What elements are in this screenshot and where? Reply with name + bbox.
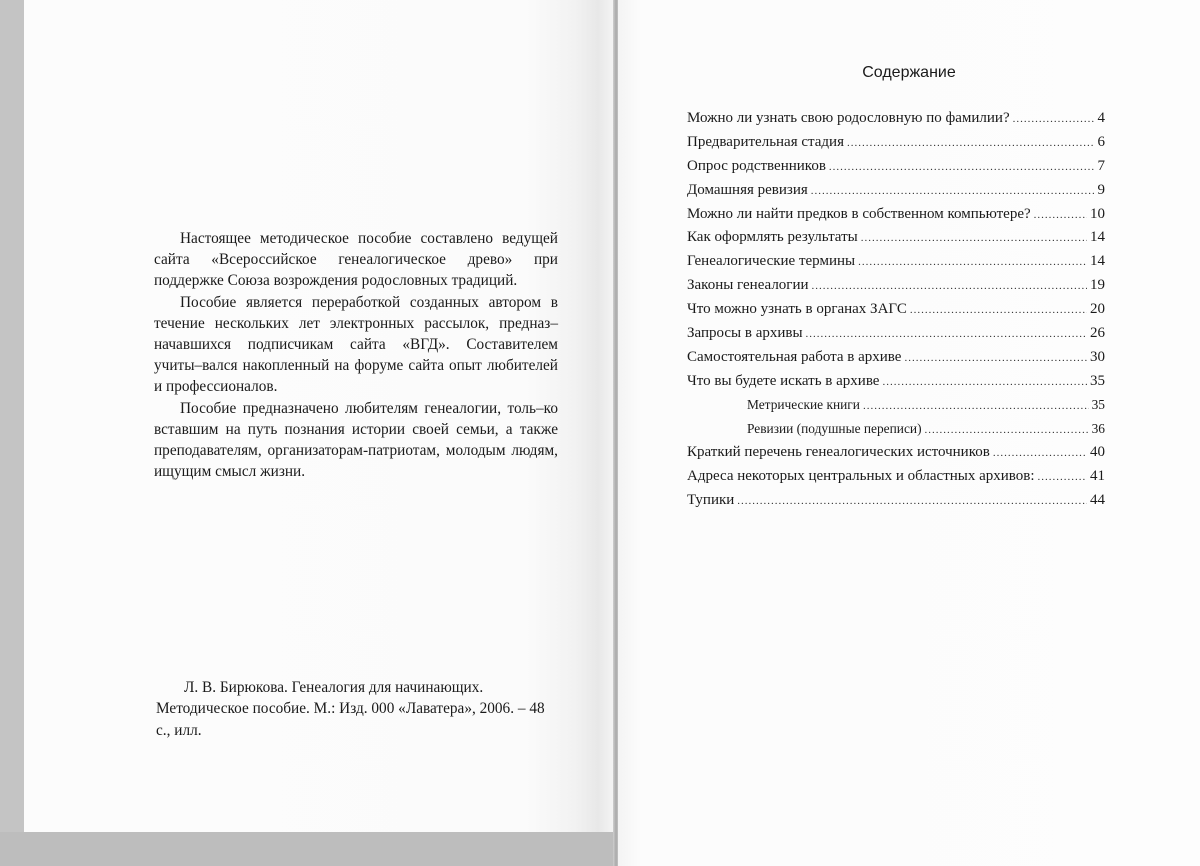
toc-entry-page: 9	[1097, 181, 1105, 198]
scan-background-bottom	[0, 832, 616, 866]
toc-leader-dots	[858, 256, 1087, 268]
toc-entry	[687, 134, 1105, 158]
toc-entry-page: 35	[1091, 396, 1105, 412]
toc-leader-dots	[847, 137, 1095, 149]
toc-leader-dots	[812, 280, 1087, 292]
toc-entry-title: Ревизии (подушные переписи)	[747, 420, 922, 436]
toc-entry-title: Можно ли узнать свою родословную по фамилии?	[687, 110, 1010, 126]
toc-entry-page: 6	[1097, 133, 1105, 150]
toc-entry-page: 35	[1090, 372, 1105, 389]
toc-entry-title: Что вы будете искать в архиве	[687, 372, 880, 389]
toc-leader-dots	[1013, 113, 1095, 125]
toc-entry-page: 40	[1090, 444, 1105, 461]
table-of-contents	[687, 110, 1105, 516]
scan-background-left	[0, 0, 24, 832]
intro-paragraph-1: Настоящее методическое пособие составлено ведущей сайта «Всероссийское генеалогическое древо» при поддержке Союза возрождения родословных традиций.	[154, 230, 558, 290]
toc-entry-page: 30	[1090, 348, 1105, 365]
toc-entry-title: Что можно узнать в органах ЗАГС	[687, 301, 907, 318]
toc-entry	[687, 182, 1105, 206]
toc-entry-title: Запросы в архивы	[687, 325, 803, 342]
toc-entry	[687, 253, 1105, 277]
toc-entry-title: Метрические книги	[747, 396, 860, 412]
toc-leader-dots	[829, 161, 1095, 173]
toc-entry-title: Как оформлять результаты	[687, 229, 858, 246]
toc-leader-dots	[910, 304, 1087, 316]
toc-leader-dots	[1038, 471, 1087, 483]
toc-entry	[687, 301, 1105, 325]
left-page	[24, 0, 616, 832]
toc-entry	[687, 325, 1105, 349]
toc-entry	[687, 277, 1105, 301]
toc-leader-dots	[861, 232, 1087, 244]
toc-entry-page: 44	[1090, 492, 1105, 509]
toc-entry-page: 14	[1090, 229, 1105, 246]
toc-entry-title: Можно ли найти предков в собственном компьютере?	[687, 205, 1031, 222]
toc-entry	[687, 206, 1105, 230]
toc-entry	[687, 158, 1105, 182]
toc-entry-title: Краткий перечень генеалогических источников	[687, 444, 990, 461]
toc-entry-title: Тупики	[687, 492, 735, 509]
toc-leader-dots	[806, 328, 1087, 340]
toc-entry	[687, 349, 1105, 373]
toc-entry-page: 19	[1090, 277, 1105, 294]
toc-leader-dots	[993, 447, 1087, 459]
toc-entry	[687, 492, 1105, 516]
toc-subentry	[687, 421, 1105, 445]
toc-leader-dots	[863, 400, 1089, 412]
toc-entry-page: 4	[1097, 110, 1105, 126]
toc-entry	[687, 468, 1105, 492]
toc-leader-dots	[737, 495, 1087, 507]
intro-paragraph-2: Пособие является переработкой созданных автором в течение нескольких лет электронных рассылок, предназ–начавшихся подписчикам сайта «ВГД». Составителем учиты–вался накопленный на форуме сайта опыт любителей и профессионалов.	[154, 293, 558, 396]
intro-paragraph-3: Пособие предназначено любителям генеалогии, толь–ко вставшим на путь познания истории своей семьи, а также преподавателям, организаторам-патриотам, молодым людям, ищущим смысл жизни.	[154, 399, 558, 481]
toc-entry-title: Предварительная стадия	[687, 133, 844, 150]
toc-entry-title: Законы генеалогии	[687, 277, 809, 294]
toc-entry-title: Опрос родственников	[687, 157, 826, 174]
bibliographic-citation	[156, 677, 556, 741]
toc-entry-title: Домашняя ревизия	[687, 181, 808, 198]
toc-title: Содержание	[862, 64, 956, 81]
toc-entry-page: 14	[1090, 253, 1105, 270]
toc-entry-page: 20	[1090, 301, 1105, 318]
toc-leader-dots	[904, 352, 1087, 364]
toc-entry-title: Адреса некоторых центральных и областных архивов:	[687, 468, 1035, 485]
toc-leader-dots	[882, 376, 1087, 388]
toc-entry	[687, 444, 1105, 468]
toc-leader-dots	[1034, 209, 1087, 221]
toc-leader-dots	[925, 424, 1089, 436]
toc-entry-page: 41	[1090, 468, 1105, 485]
toc-entry-page: 36	[1091, 420, 1105, 436]
toc-entry-title: Самостоятельная работа в архиве	[687, 348, 902, 365]
toc-entry-page: 10	[1090, 205, 1105, 222]
toc-subentry	[687, 397, 1105, 421]
toc-entry	[687, 373, 1105, 397]
toc-leader-dots	[811, 185, 1095, 197]
toc-entry-page: 7	[1097, 157, 1105, 174]
intro-text	[154, 228, 558, 482]
toc-entry-page: 26	[1090, 325, 1105, 342]
toc-entry-title: Генеалогические термины	[687, 253, 856, 270]
toc-entry	[687, 229, 1105, 253]
toc-entry	[687, 110, 1105, 134]
citation-text: Л. В. Бирюкова. Генеалогия для начинающих. Методическое пособие. М.: Изд. 000 «Лаватера», 2006. – 48 с., илл.	[156, 679, 545, 739]
